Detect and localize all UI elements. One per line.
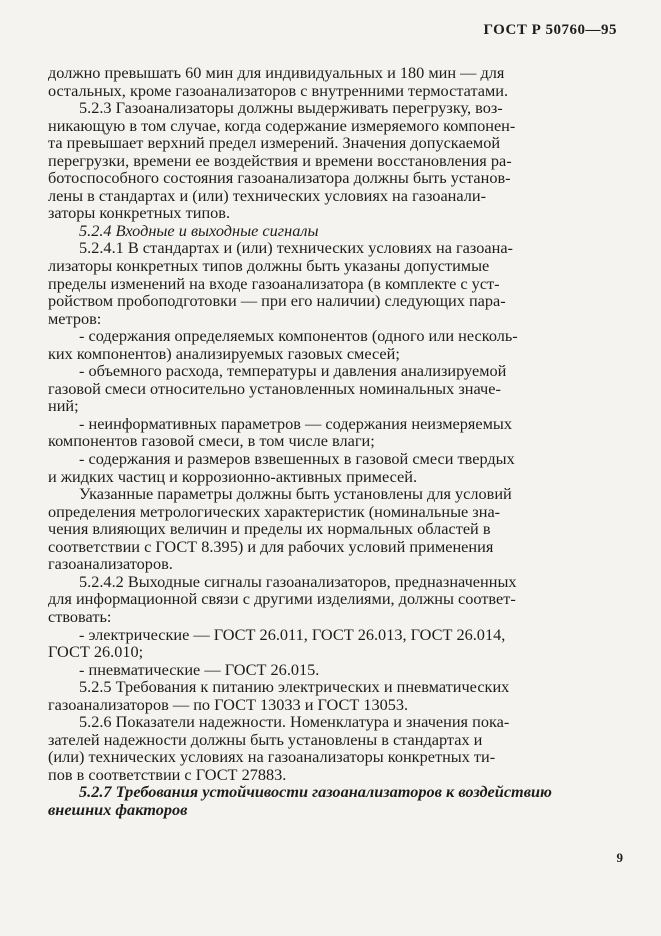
text-line: Указанные параметры должны быть установлены для условий [79,484,512,504]
text-line: определения метрологических характеристик (номинальные зна- [48,501,501,521]
text-line: должно превышать 60 мин для индивидуальных и 180 мин — для [48,63,505,82]
text-line: ройством пробоподготовки — при его наличии) следующих пара- [48,291,506,311]
text-line: лены в стандартах и (или) технических условиях на газоанали- [48,185,487,205]
text-line: зателей надежности должны быть установлены в стандартах и [48,729,483,749]
text-line: газоанализаторов — по ГОСТ 13033 и ГОСТ 13053. [48,694,409,714]
text-line: 5.2.6 Показатели надежности. Номенклатура и значения пока- [79,712,510,732]
list-item: - неинформативных параметров — содержания неизмеряемых [79,413,512,433]
section-heading: 5.2.7 Требования устойчивости газоанализаторов к воздействию [79,782,552,802]
text-line: ствовать: [48,606,112,626]
body-text [48,64,614,819]
text-line: для информационной связи с другими изделиями, должны соответ- [48,589,516,609]
text-line: ких компонентов) анализируемых газовых смесей; [48,343,400,363]
text-line: остальных, кроме газоанализаторов с внутренними термостатами. [48,80,509,100]
text-line: соответствии с ГОСТ 8.395) и для рабочих условий применения [48,536,494,556]
text-line: ний; [48,396,79,416]
text-line: та превышает верхний предел измерений. Значения допускаемой [48,133,501,153]
text-line: 5.2.3 Газоанализаторы должны выдерживать перегрузку, воз- [79,98,503,118]
list-item: - электрические — ГОСТ 26.011, ГОСТ 26.013, ГОСТ 26.014, [79,624,506,644]
text-line: 5.2.4.1 В стандартах и (или) технических условиях на газоана- [79,238,513,258]
text-line: чения влияющих величин и пределы их нормальных областей в [48,519,491,539]
list-item: - пневматические — ГОСТ 26.015. [79,659,320,679]
text-line: и жидких частиц и коррозионно-активных примесей. [48,466,418,486]
page-mark: 9 [616,850,623,865]
text-line: газовой смеси относительно установленных номинальных значе- [48,378,501,398]
text-line: ботоспособного состояния газоанализатора должны быть установ- [48,168,511,188]
text-line: ГОСТ 26.010; [48,642,144,662]
list-item: - объемного расхода, температуры и давления анализируемой [79,361,507,381]
text-line: компонентов газовой смеси, в том числе влаги; [48,431,375,451]
list-item: - содержания и размеров взвешенных в газовой смеси твердых [79,449,515,469]
list-item: - содержания определяемых компонентов (одного или несколь- [79,326,518,346]
text-line: лизаторы конкретных типов должны быть указаны допустимые [48,256,490,276]
text-line: метров: [48,308,102,328]
text-line: никающую в том случае, когда содержание измеряемого компонен- [48,115,516,135]
text-line: 5.2.4.2 Выходные сигналы газоанализаторов, предназначенных [79,571,517,591]
text-line: заторы конкретных типов. [48,203,231,223]
text-line: газоанализаторов. [48,554,173,574]
page-header: ГОСТ Р 50760—95 [483,22,617,38]
text-line: (или) технических условиях на газоанализаторы конкретных ти- [48,747,496,767]
text-line: пов в соответствии с ГОСТ 27883. [48,764,287,784]
text-line: 5.2.5 Требования к питанию электрических и пневматических [79,677,510,697]
section-heading: 5.2.4 Входные и выходные сигналы [79,220,319,240]
text-line: пределы изменений на входе газоанализатора (в комплекте с уст- [48,273,500,293]
section-heading: внешних факторов [48,799,188,819]
text-line: перегрузки, времени ее воздействия и времени восстановления ра- [48,150,512,170]
